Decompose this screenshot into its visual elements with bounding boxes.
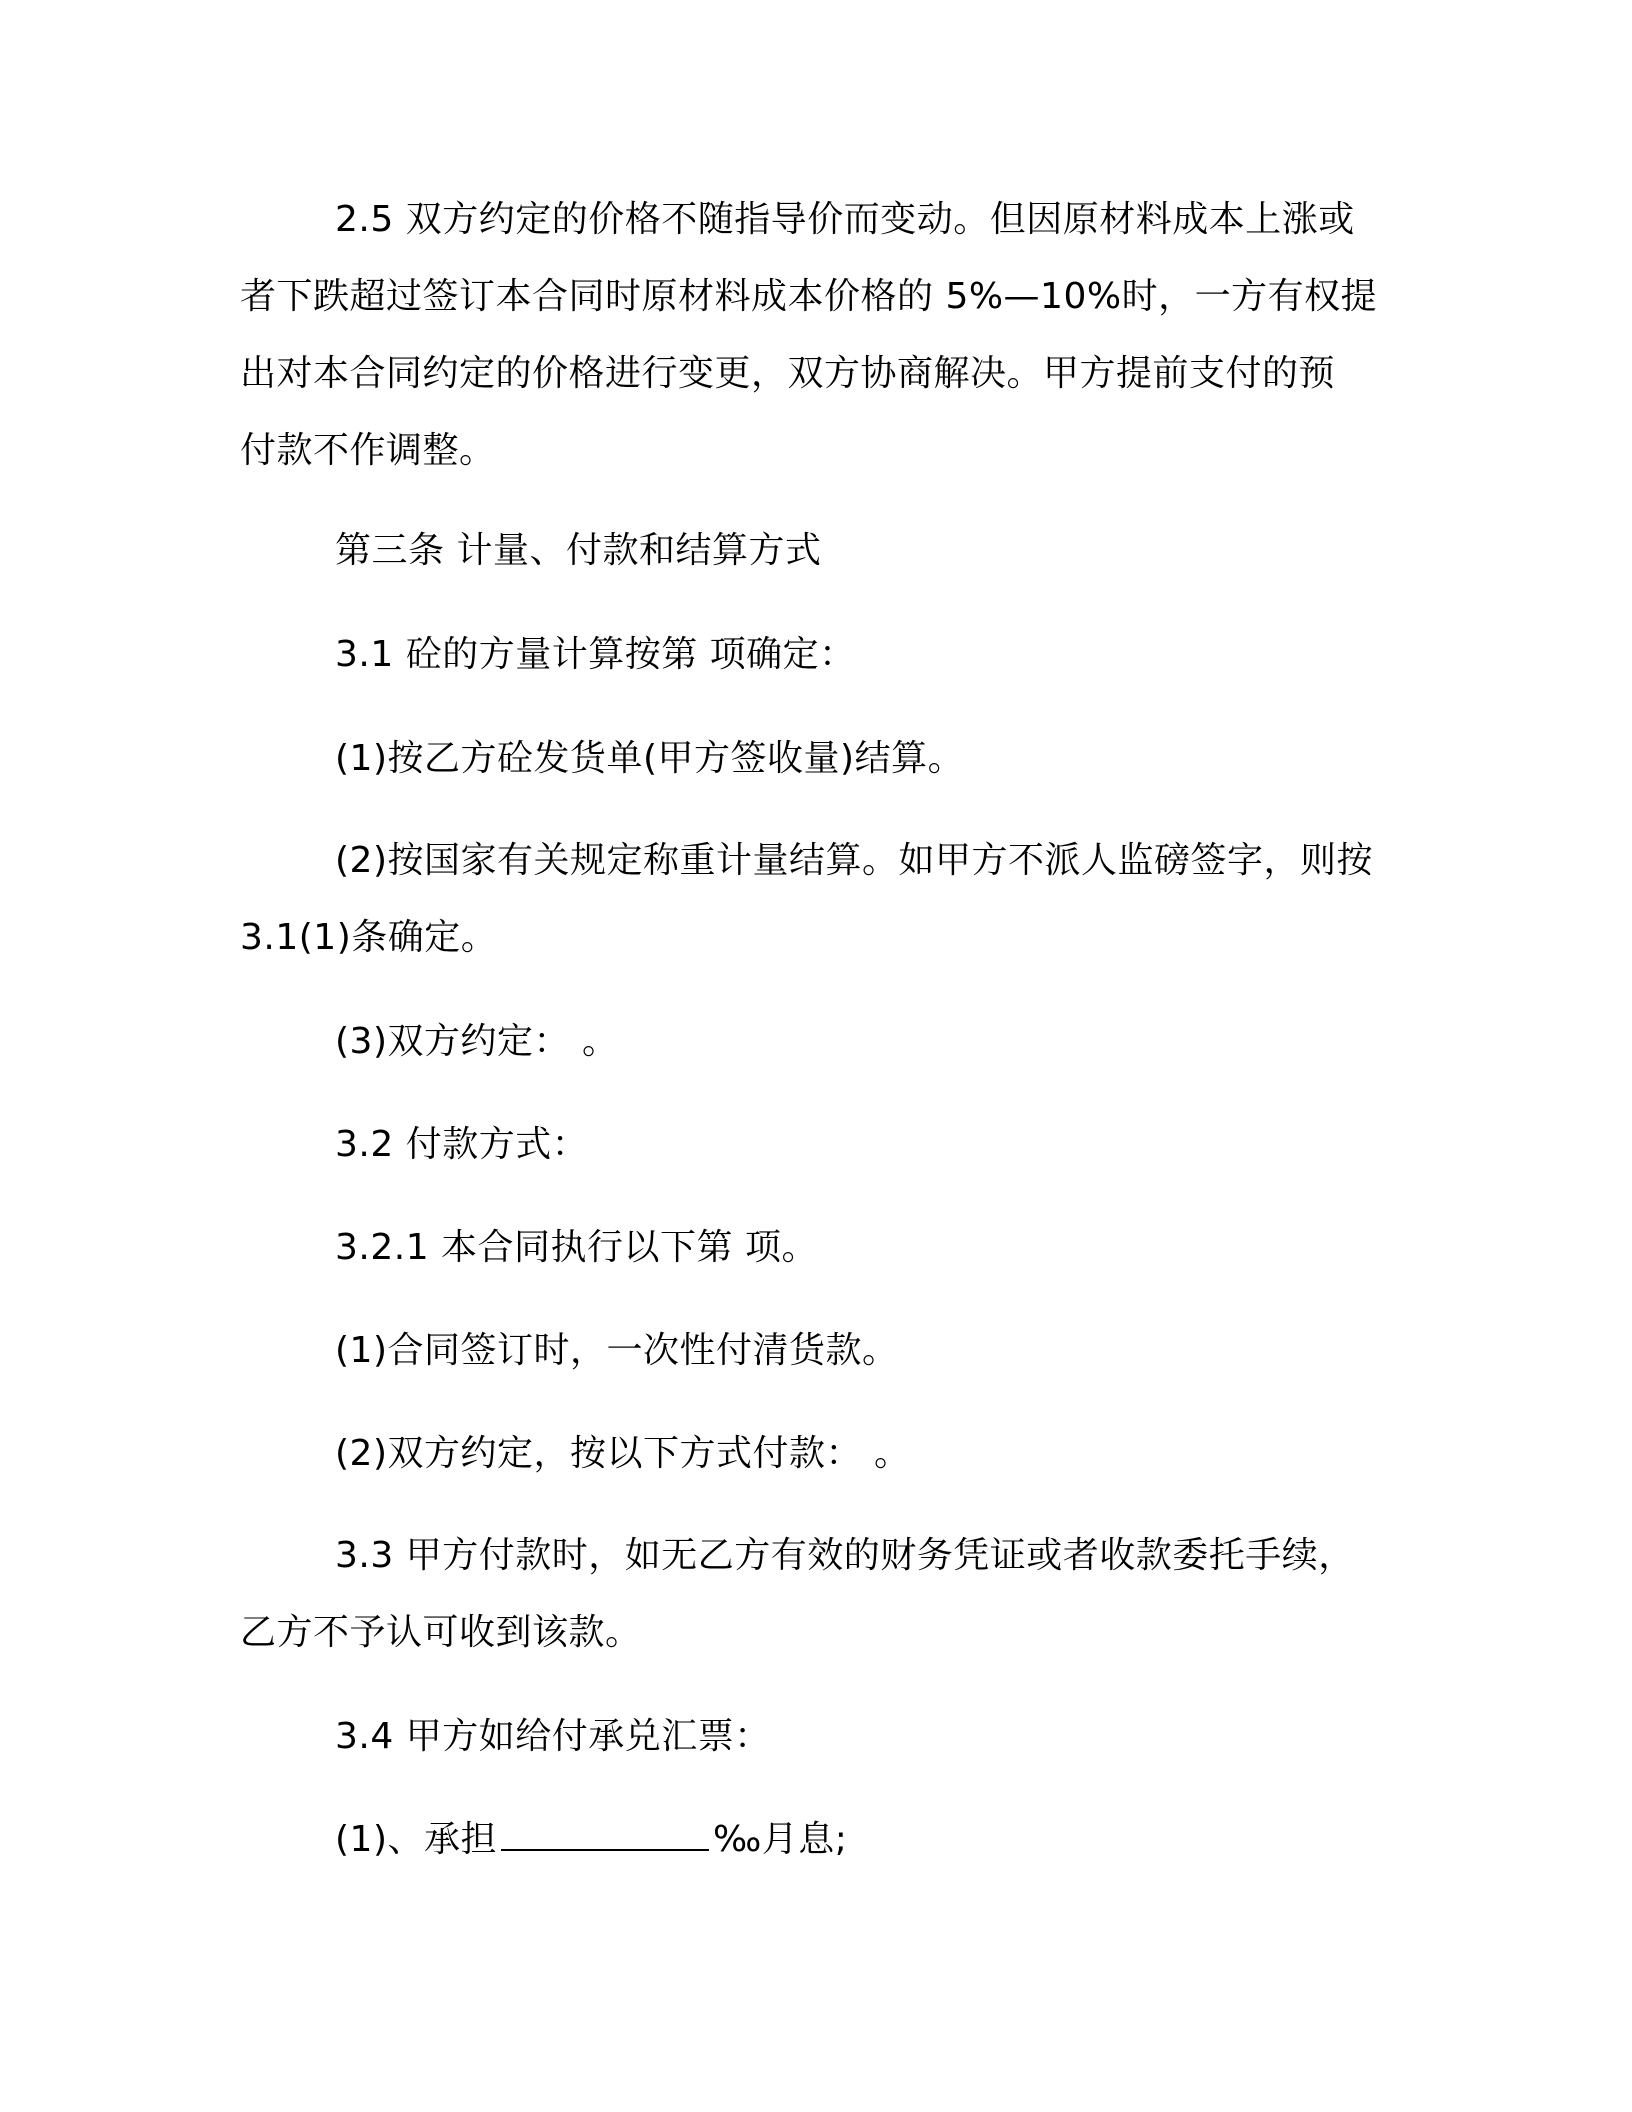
- clause-3-1-item-1: (1)按乙方砼发货单(甲方签收量)结算。: [335, 738, 965, 779]
- clause-3-1-item-2-line-1: (2)按国家有关规定称重计量结算。如甲方不派人监磅签字，则按: [335, 840, 1373, 881]
- clause-3-1: 3.1 砼的方量计算按第 项确定：: [335, 634, 856, 675]
- clause-3-1-item-3: (3)双方约定： 。: [335, 1021, 619, 1062]
- clause-3-2-1-item-1: (1)合同签订时，一次性付清货款。: [335, 1330, 899, 1371]
- clause-3-2-1: 3.2.1 本合同执行以下第 项。: [335, 1227, 818, 1268]
- clause-3-1-item-2-line-2: 3.1(1)条确定。: [240, 917, 498, 958]
- clause-2-5-line-3: 出对本合同约定的价格进行变更，双方协商解决。甲方提前支付的预: [240, 353, 1336, 394]
- clause-3-2-1-item-2: (2)双方约定，按以下方式付款： 。: [335, 1433, 911, 1474]
- clause-3-3-line-1: 3.3 甲方付款时，如无乙方有效的财务凭证或者收款委托手续，: [335, 1535, 1355, 1576]
- clause-3-4-item-1: [335, 1801, 1485, 1878]
- clause-3-4-item-1-suffix: ‰月息;: [713, 1819, 848, 1860]
- clause-3-3-line-2: 乙方不予认可收到该款。: [240, 1612, 642, 1653]
- article-3-title: 第三条 计量、付款和结算方式: [335, 530, 822, 571]
- clause-3-2: 3.2 付款方式：: [335, 1124, 589, 1165]
- interest-rate-blank: [501, 1819, 709, 1851]
- clause-2-5-line-2: 者下跌超过签订本合同时原材料成本价格的 5%—10%时，一方有权提: [240, 276, 1378, 317]
- clause-3-4-item-1-prefix: (1)、承担: [335, 1819, 497, 1860]
- clause-3-4: 3.4 甲方如给付承兑汇票：: [335, 1716, 771, 1757]
- clause-2-5-line-4: 付款不作调整。: [240, 430, 496, 471]
- clause-2-5-line-1: 2.5 双方约定的价格不随指导价而变动。但因原材料成本上涨或: [335, 199, 1355, 240]
